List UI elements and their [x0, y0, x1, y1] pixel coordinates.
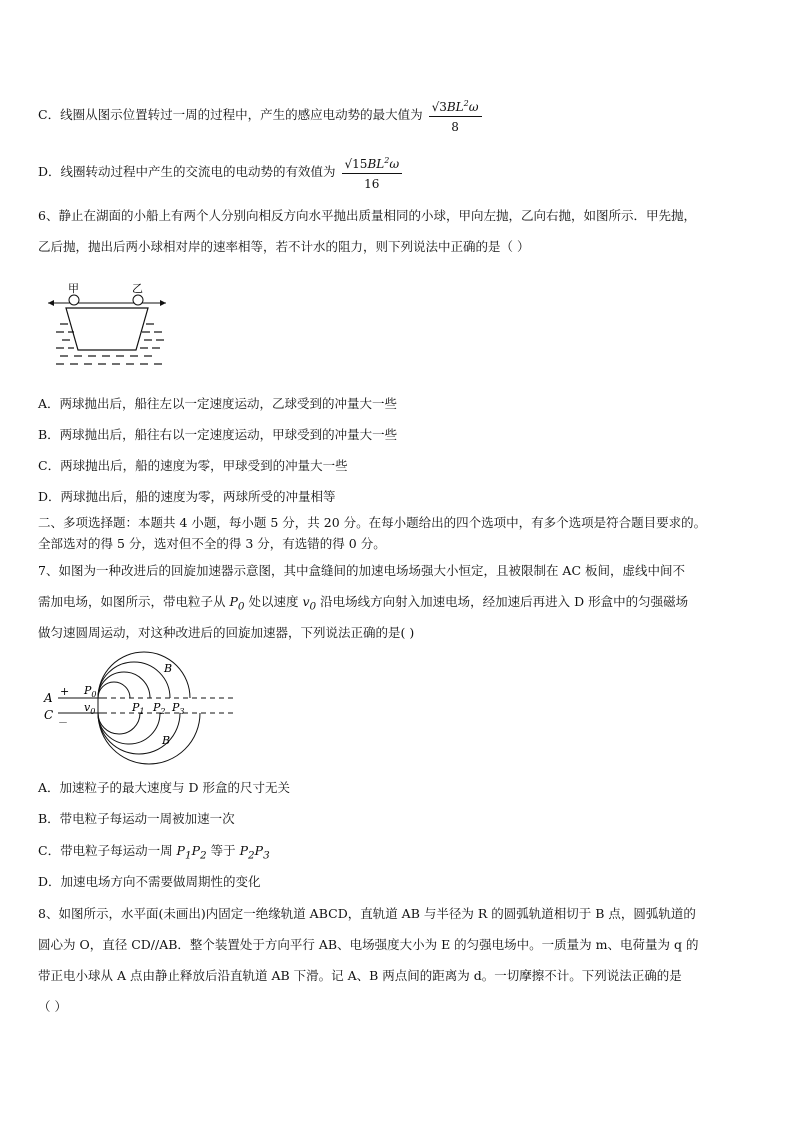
q6-option-a: A．两球抛出后，船往左以一定速度运动，乙球受到的冲量大一些 — [38, 396, 398, 411]
q6-option-b: B．两球抛出后，船往右以一定速度运动，甲球受到的冲量大一些 — [38, 427, 398, 442]
q7-fig-label-p3: $P_3$ — [172, 701, 185, 716]
option-c — [38, 96, 482, 135]
q6-stem-line2: 乙后抛，抛出后两小球相对岸的速率相等，若不计水的阻力，则下列说法中正确的是（ ） — [38, 239, 530, 254]
q8-stem-line4: （ ） — [38, 999, 67, 1014]
q7-option-d: D．加速电场方向不需要做周期性的变化 — [38, 874, 261, 889]
q7-option-b: B．带电粒子每运动一周被加速一次 — [38, 811, 235, 826]
q6-boat-figure — [40, 278, 180, 372]
q7-fig-label-p2: $P_2$ — [153, 701, 166, 716]
option-d-text: D．线圈转动过程中产生的交流电的电动势的有效值为 — [38, 164, 336, 179]
option-c-text: C．线圈从图示位置转过一周的过程中，产生的感应电动势的最大值为 — [38, 107, 423, 122]
q7-stem-line2: 需加电场，如图所示，带电粒子从 $P_0$ 处以速度 $v_0$ 沿电场线方向射入加速电场，经加速后再进入 D 形盒中的匀强磁场 — [38, 594, 689, 613]
option-c-fraction — [429, 96, 482, 135]
option-c-denominator: 8 — [451, 120, 459, 134]
q6-label-right: 乙 — [132, 282, 143, 295]
q8-stem-line1: 8、如图所示，水平面(未画出)内固定一绝缘轨道 ABCD，直轨道 AB 与半径为 R 的圆弧轨道相切于 B 点，圆弧轨道的 — [38, 906, 696, 921]
option-d-denominator: 16 — [364, 177, 380, 191]
q7-option-a: A．加速粒子的最大速度与 D 形盒的尺寸无关 — [38, 780, 290, 795]
q7-stem-line3: 做匀速圆周运动，对这种改进后的回旋加速器，下列说法正确的是( ) — [38, 625, 415, 640]
section2-instructions-line1: 二、多项选择题：本题共 4 小题，每小题 5 分，共 20 分。在每小题给出的四个选项中，有多个选项是符合题目要求的。 — [38, 515, 707, 530]
q7-stem-line1: 7、如图为一种改进后的回旋加速器示意图，其中盒缝间的加速电场场强大小恒定，且被限制在 AC 板间，虚线中间不 — [38, 563, 685, 578]
q7-fig-minus: － — [58, 718, 68, 729]
q8-stem-line3: 带正电小球从 A 点由静止释放后沿直轨道 AB 下滑。记 A、B 两点间的距离为 d。一切摩擦不计。下列说法正确的是 — [38, 968, 682, 983]
q6-option-c: C．两球抛出后，船的速度为零，甲球受到的冲量大一些 — [38, 458, 348, 473]
q7-fig-label-b-bottom: B — [162, 734, 171, 747]
q8-stem-line2: 圆心为 O，直径 CD//AB．整个装置处于方向平行 AB、电场强度大小为 E 的匀强电场中。一质量为 m、电荷量为 q 的 — [38, 937, 699, 952]
q7-fig-label-p0: $P_0$ — [84, 684, 97, 699]
q7-fig-label-c: C — [44, 708, 54, 722]
q7-fig-label-p1: $P_1$ — [132, 701, 145, 716]
option-d-fraction — [342, 153, 403, 192]
q7-cyclotron-figure — [40, 650, 240, 774]
option-c-numerator: $√3BL^2\omega$ — [429, 96, 482, 117]
option-d-numerator: $√15BL^2\omega$ — [342, 153, 403, 174]
q7-fig-plus: + — [60, 685, 70, 698]
q6-label-left: 甲 — [68, 282, 79, 295]
option-d — [38, 153, 402, 192]
q7-fig-label-v0: $v_0$ — [84, 701, 96, 716]
q6-option-d: D．两球抛出后，船的速度为零，两球所受的冲量相等 — [38, 489, 336, 504]
q7-option-c: C．带电粒子每运动一周 $P_1P_2$ 等于 $P_2P_3$ — [38, 843, 270, 862]
section2-instructions-line2: 全部选对的得 5 分，选对但不全的得 3 分，有选错的得 0 分。 — [38, 536, 386, 551]
q7-fig-label-a: A — [44, 691, 53, 705]
q6-stem-line1: 6、静止在湖面的小船上有两个人分别向相反方向水平抛出质量相同的小球，甲向左抛，乙向右抛，如图所示．甲先抛， — [38, 208, 696, 223]
q7-fig-label-b-top: B — [164, 662, 173, 675]
